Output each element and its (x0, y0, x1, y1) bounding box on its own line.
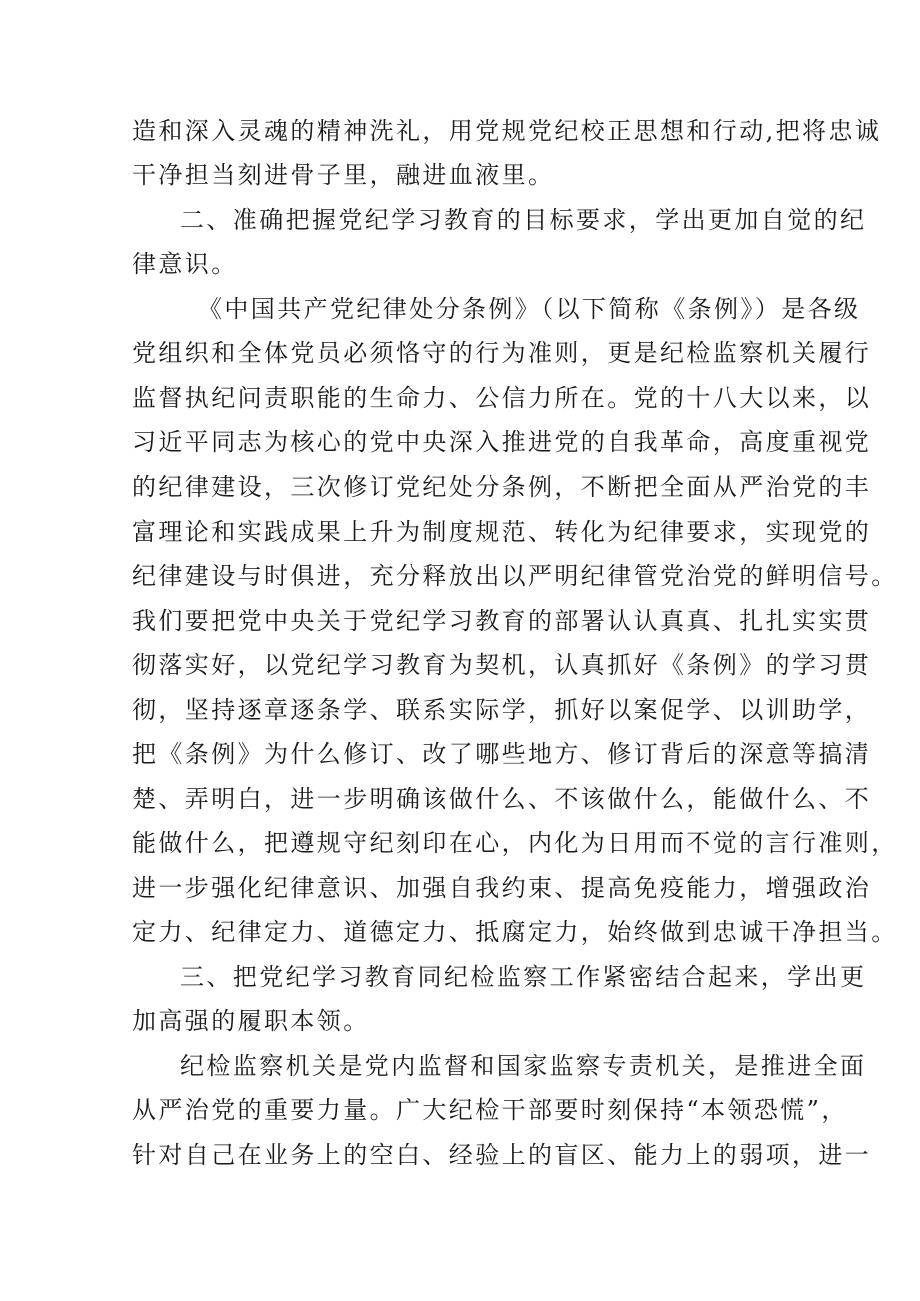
text-line: 纪检监察机关是党内监督和国家监察专责机关，是推进全面 (180, 1052, 867, 1080)
text-line: 我们要把党中央关于党纪学习教育的部署认认真真、扎扎实实贯 (132, 607, 872, 635)
text-line: 习近平同志为核心的党中央深入推进党的自我革命，高度重视党 (132, 428, 872, 456)
section-heading-3: 三、把党纪学习教育同纪检监察工作紧密结合起来，学出更 (180, 963, 867, 991)
text-line: 干净担当刻进骨子里，融进血液里。 (132, 161, 555, 189)
text-line: 针对自己在业务上的空白、经验上的盲区、能力上的弱项，进一 (132, 1141, 872, 1169)
text-line: 彻，坚持逐章逐条学、联系实际学，抓好以案促学、以训助学， (132, 696, 872, 724)
text-line: 监督执纪问责职能的生命力、公信力所在。党的十八大以来，以 (132, 384, 872, 412)
text-line: 从严治党的重要力量。广大纪检干部要时刻保持“本领恐慌”， (132, 1096, 848, 1124)
text-line: 的纪律建设，三次修订党纪处分条例，不断把全面从严治党的丰 (132, 473, 872, 501)
section-heading-2: 二、准确把握党纪学习教育的目标要求，学出更加自觉的纪 (180, 206, 867, 234)
text-line: 纪律建设与时俱进，充分释放出以严明纪律管党治党的鲜明信号。 (132, 562, 898, 590)
text-line: 能做什么，把遵规守纪刻印在心，内化为日用而不觉的言行准则， (132, 829, 898, 857)
text-line: 把《条例》为什么修订、改了哪些地方、修订背后的深意等搞清 (132, 740, 872, 768)
text-line: 定力、纪律定力、道德定力、抵腐定力，始终做到忠诚干净担当。 (132, 918, 898, 946)
text-line: 《中国共产党纪律处分条例》（以下简称《条例》）是各级 (198, 295, 861, 323)
text-line: 富理论和实践成果上升为制度规范、转化为纪律要求，实现党的 (132, 518, 872, 546)
text-line: 进一步强化纪律意识、加强自我约束、提高免疫能力，增强政治 (132, 874, 872, 902)
section-heading-2-cont: 律意识。 (132, 250, 238, 278)
text-line: 楚、弄明白，进一步明确该做什么、不该做什么，能做什么、不 (132, 785, 872, 813)
text-line: 造和深入灵魂的精神洗礼，用党规党纪校正思想和行动,把将忠诚 (132, 117, 882, 145)
section-heading-3-cont: 加高强的履职本领。 (132, 1007, 370, 1035)
text-line: 彻落实好，以党纪学习教育为契机，认真抓好《条例》的学习贯 (132, 651, 872, 679)
text-line: 党组织和全体党员必须恪守的行为准则，更是纪检监察机关履行 (132, 339, 872, 367)
